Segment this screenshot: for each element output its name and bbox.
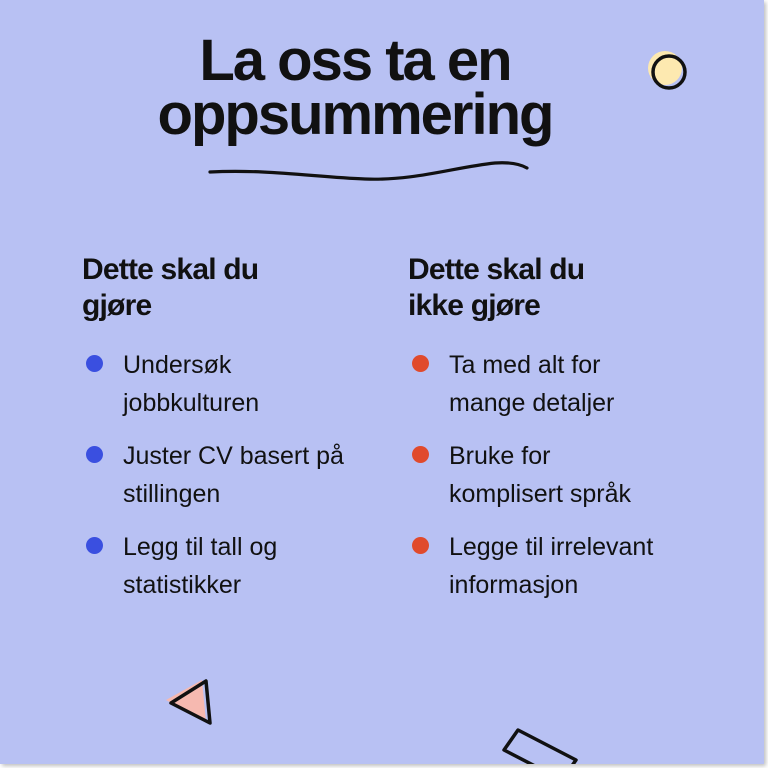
list-item-line-2: stillingen — [123, 480, 221, 508]
triangle-shape-icon — [160, 672, 220, 732]
do-column-heading — [82, 252, 382, 324]
list-item-line-2: informasjon — [449, 571, 579, 599]
list-item — [408, 437, 738, 513]
list-item — [82, 528, 382, 604]
dont-column-heading — [408, 252, 738, 324]
list-item-line-1: Bruke for — [449, 442, 551, 470]
title-line-2: oppsummering — [157, 82, 553, 147]
do-heading-line-1: Dette skal du — [82, 253, 259, 286]
blue-bullet-icon — [86, 355, 103, 372]
do-column — [82, 252, 382, 619]
do-heading-line-2: gjøre — [82, 289, 152, 322]
blue-bullet-icon — [86, 537, 103, 554]
squiggle-underline-icon — [205, 155, 535, 195]
list-item-line-1: Juster CV basert på — [123, 442, 344, 470]
list-item-line-1: Legg til tall og — [123, 533, 278, 561]
dont-list — [408, 346, 738, 604]
rectangle-outline-shape-icon — [496, 724, 596, 764]
list-item-line-2: mange detaljer — [449, 389, 615, 417]
page-title — [0, 28, 710, 147]
list-item-line-1: Undersøk — [123, 351, 232, 379]
dont-heading-line-2: ikke gjøre — [408, 289, 541, 322]
list-item — [82, 346, 382, 422]
red-bullet-icon — [412, 446, 429, 463]
list-item — [82, 437, 382, 513]
red-bullet-icon — [412, 537, 429, 554]
blue-bullet-icon — [86, 446, 103, 463]
list-item-line-2: jobbkulturen — [123, 389, 260, 417]
list-item-line-2: komplisert språk — [449, 480, 631, 508]
dont-heading-line-1: Dette skal du — [408, 253, 585, 286]
dont-column — [408, 252, 738, 619]
circle-shape-icon — [642, 46, 692, 96]
list-item-line-1: Ta med alt for — [449, 351, 601, 379]
list-item-line-1: Legge til irrelevant — [449, 533, 654, 561]
list-item — [408, 346, 738, 422]
list-item — [408, 528, 738, 604]
do-list — [82, 346, 382, 604]
list-item-line-2: statistikker — [123, 571, 242, 599]
red-bullet-icon — [412, 355, 429, 372]
title-line-1: La oss ta en — [199, 28, 511, 93]
